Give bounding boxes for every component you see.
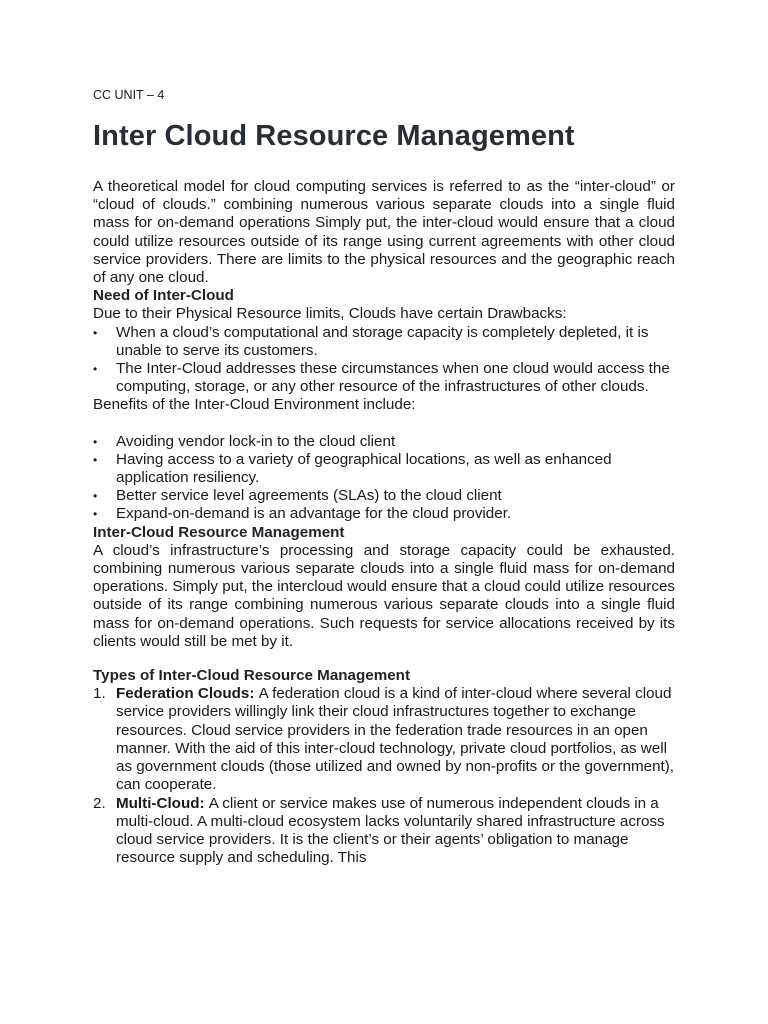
list-number: 2. [93, 794, 106, 812]
page-title: Inter Cloud Resource Management [93, 120, 575, 152]
management-paragraph: A cloud’s infrastructure’s processing and storage capacity could be exhausted. combining numerous various separate clouds into a single fluid mass for on-demand operations. Simply put, the intercloud would ensure that a cloud could utilize resources outside of its range combining numerous various separate clouds into a single fluid mass for on-demand operations. Such requests for service allocations received by its clients would still be met by it. [93, 541, 675, 650]
type-description: A client or service makes use of numerous independent clouds in a multi-cloud. A multi-cloud ecosystem lacks voluntarily shared infrastructure across cloud service providers. It is the client’s or their agents’ obligation to manage resource supply and scheduling. This [116, 794, 665, 867]
types-heading: Types of Inter-Cloud Resource Management [93, 667, 411, 685]
bullet-icon: • [93, 434, 98, 449]
list-item [93, 487, 675, 505]
list-item-text: When a cloud’s computational and storage capacity is completely depleted, it is unable to serve its customers. [116, 323, 649, 359]
type-description: A federation cloud is a kind of inter-cloud where several cloud service providers willingly link their cloud infrastructures together to exchange resources. Cloud service providers in the federation trade resources in an open manner. With the aid of this inter-cloud technology, private cloud portfolios, as well as government clouds (those utilized and owned by non-profits or the government), can cooperate. [116, 685, 675, 794]
need-lead: Due to their Physical Resource limits, Clouds have certain Drawbacks: [93, 305, 567, 323]
bullet-icon: • [93, 362, 98, 377]
spacer [93, 415, 675, 433]
spacer [93, 651, 675, 667]
bullet-icon: • [93, 507, 98, 522]
list-item-text: Having access to a variety of geographical locations, as well as enhanced application resiliency. [116, 450, 612, 487]
document-page [93, 86, 675, 867]
list-item-text: The Inter-Cloud addresses these circumstances when one cloud would access the computing, storage, or any other resource of the infrastructures of other clouds. [116, 360, 670, 396]
list-item-text: Avoiding vendor lock-in to the cloud client [116, 432, 396, 450]
type-term: Multi-Cloud: [116, 794, 209, 812]
management-heading: Inter-Cloud Resource Management [93, 523, 345, 541]
list-item [93, 433, 675, 451]
list-number: 1. [93, 685, 106, 703]
need-list [93, 324, 675, 397]
benefits-list [93, 433, 675, 524]
list-item [93, 795, 675, 868]
list-item-text: Expand-on-demand is an advantage for the cloud provider. [116, 505, 512, 523]
list-item [93, 685, 675, 794]
list-item-text: Better service level agreements (SLAs) to the cloud client [116, 487, 502, 505]
bullet-icon: • [93, 452, 98, 467]
need-heading: Need of Inter-Cloud [93, 287, 234, 305]
types-list [93, 685, 675, 867]
unit-label: CC UNIT – 4 [93, 88, 165, 102]
bullet-icon: • [93, 325, 98, 340]
list-item [93, 451, 675, 487]
list-item [93, 324, 675, 360]
list-item [93, 505, 675, 523]
type-term: Federation Clouds: [116, 685, 259, 703]
list-item [93, 360, 675, 396]
intro-paragraph: A theoretical model for cloud computing services is referred to as the “inter-cloud” or “cloud of clouds.” combining numerous various separate clouds into a single fluid mass for on-demand operations Simply put, the inter-cloud would ensure that a cloud could utilize resources outside of its range using current agreements with other cloud service providers. There are limits to the physical resources and the geographic reach of any one cloud. [93, 178, 675, 287]
bullet-icon: • [93, 489, 98, 504]
benefits-lead: Benefits of the Inter-Cloud Environment include: [93, 396, 416, 414]
